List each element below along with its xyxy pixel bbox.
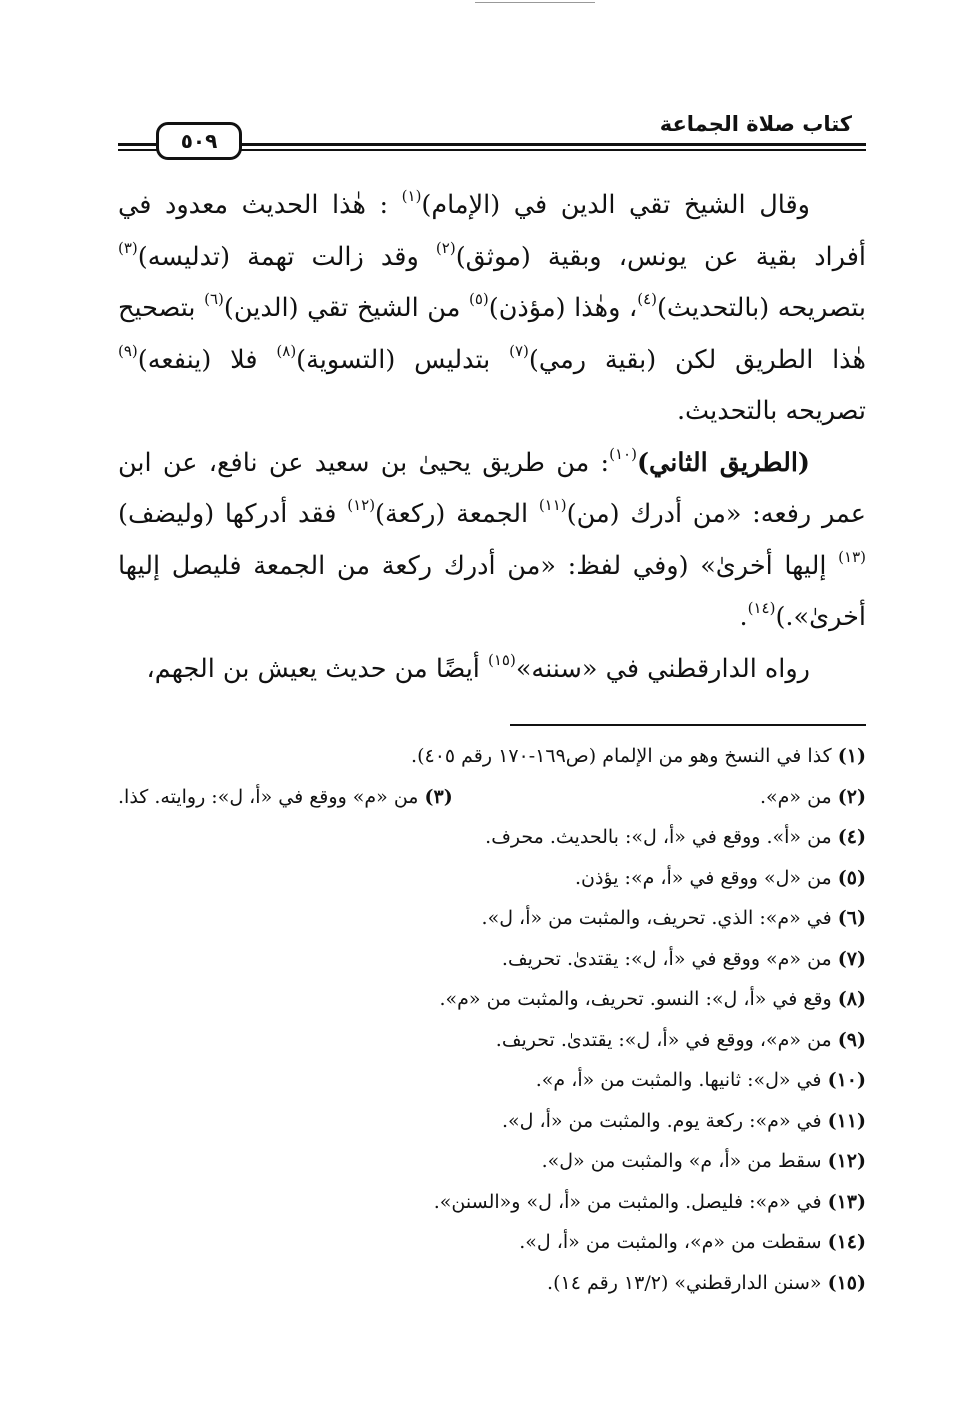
text-run: رواه الدارقطني في «سننه» <box>515 653 810 684</box>
footnote-ref: (٢) <box>435 238 456 257</box>
footnote-15 <box>118 1263 866 1304</box>
footnote-ref: (١٢) <box>347 496 376 514</box>
text-run: فلا (ينفعه) <box>137 344 277 375</box>
footnote-number: (٤) <box>837 826 866 848</box>
footnote-text: من «م». <box>760 785 832 808</box>
text-run: الجمعة (ركعة) <box>375 499 539 529</box>
text-run: وقال الشيخ تقي الدين في (الإمام) <box>421 190 810 220</box>
section-heading: (الطريق الثاني) <box>636 447 810 478</box>
footnote-number: (٩) <box>837 1028 866 1051</box>
footnote-4 <box>118 817 866 858</box>
footnote-ref: (٨) <box>276 341 297 360</box>
footnote-text: من «م»، ووقع في «أ، ل»: يقتدىٰ. تحريف. <box>495 1028 832 1051</box>
footnote-12 <box>118 1141 866 1182</box>
footnote-text: في «م»: فليصل. والمثبت من «أ، ل» و«السنن». <box>433 1190 822 1213</box>
footnote-ref: (٩) <box>118 341 138 360</box>
footnote-number: (٨) <box>837 988 866 1010</box>
footnote-ref: (١٥) <box>487 650 516 669</box>
footnote-text: في «م»: ركعة يوم. والمثبت من «أ، ل». <box>501 1109 822 1132</box>
footnote-14 <box>118 1222 866 1263</box>
footnote-ref: (١٣) <box>838 547 866 566</box>
footnote-text: سقطت من «م»، والمثبت من «أ، ل». <box>519 1231 822 1253</box>
footnote-text: وقع في «أ، ل»: النسو. تحريف، والمثبت من «م». <box>439 988 832 1010</box>
text-run: بتصريحه (بالتحديث) <box>656 293 866 323</box>
footnote-ref: (٧) <box>509 341 529 360</box>
text-run: ، وهٰذا (مؤذن) <box>488 293 638 323</box>
footnote-number: (١٤) <box>827 1231 866 1253</box>
footnote-text: من «م» ووقع في «أ، ل»: يقتدىٰ. تحريف. <box>501 947 832 970</box>
page-header <box>118 112 866 156</box>
footnote-number: (١) <box>837 745 866 767</box>
page-number: ٥٠٩ <box>156 122 242 160</box>
footnote-3 <box>118 777 453 818</box>
text-run: من الشيخ تقي (الدين) <box>223 293 469 323</box>
footnote-number: (١١) <box>827 1109 866 1132</box>
footnote-number: (١٥) <box>827 1271 866 1294</box>
footnote-text: من «م» ووقع في «أ، ل»: روايته. كذا. <box>118 785 419 808</box>
footnote-separator <box>510 724 866 726</box>
footnote-5 <box>118 858 866 899</box>
text-run: تصريحه بالتحديث. <box>676 396 866 426</box>
text-run: أيضًا من حديث يعيش بن الجهم، <box>146 653 488 684</box>
text-run: بتدليس (التسوية) <box>296 344 510 375</box>
footnotes <box>118 736 866 1303</box>
footnote-ref: (١) <box>401 187 422 205</box>
footnote-9 <box>118 1020 866 1061</box>
scan-edge-mark <box>475 2 595 5</box>
paragraph-3 <box>118 644 866 696</box>
footnote-number: (٢) <box>837 785 866 808</box>
paragraph-1 <box>118 180 866 438</box>
footnote-ref: (٣) <box>118 238 138 257</box>
footnote-number: (١٣) <box>827 1190 866 1213</box>
footnote-number: (٣) <box>424 785 453 808</box>
footnote-ref: (١٤) <box>747 599 776 617</box>
footnote-8 <box>118 979 866 1020</box>
footnote-number: (١٠) <box>827 1069 866 1091</box>
text-run: إليها أخرىٰ» (وفي لفظ: «من أدرك ركعة من الجمعة فليصل إليها أخرىٰ».) <box>118 550 866 632</box>
footnote-text: في «ل»: ثانيها. والمثبت من «أ، م». <box>535 1069 822 1091</box>
footnote-2 <box>760 777 866 818</box>
footnote-ref: (٦) <box>204 290 224 308</box>
footnote-ref: (١٠) <box>609 444 637 463</box>
footnote-7 <box>118 939 866 980</box>
running-title: كتاب صلاة الجماعة <box>659 112 852 136</box>
footnote-text: في «م»: الذي. تحريف، والمثبت من «أ، ل». <box>481 907 832 929</box>
footnote-1 <box>118 736 866 777</box>
text-run: وقد زالت تهمة (تدليسه) <box>137 241 436 272</box>
text-run: : من طريق يحيىٰ بن سعيد عن نافع، عن ابن عمر رفعه: «من أدرك (من) <box>118 447 866 529</box>
footnote-ref: (٤) <box>637 290 657 308</box>
footnote-text: كذا في النسخ وهو من الإلمام (ص١٦٩-١٧٠ رقم ٤٠٥). <box>411 745 832 767</box>
footnote-13 <box>118 1182 866 1223</box>
footnote-10 <box>118 1060 866 1101</box>
footnote-number: (٦) <box>837 907 866 929</box>
footnote-ref: (١١) <box>538 496 567 514</box>
footnote-6 <box>118 898 866 939</box>
text-run: . <box>739 602 748 632</box>
footnote-ref: (٥) <box>468 290 489 308</box>
paragraph-2 <box>118 438 866 644</box>
text-run: بتصحيح هٰذا الطريق لكن (بقية رمي) <box>118 293 867 375</box>
footnote-text: من «ل» ووقع في «أ، م»: يؤذن. <box>574 866 832 889</box>
footnote-11 <box>118 1101 866 1142</box>
text-run: فقد أدركها (وليضف) <box>118 499 348 529</box>
main-text <box>118 180 866 695</box>
footnote-text: «سنن الدارقطني» (١٣/٢ رقم ١٤). <box>547 1271 822 1294</box>
footnote-number: (٧) <box>837 947 866 970</box>
footnote-number: (٥) <box>837 866 866 889</box>
footnote-row-2-3 <box>118 777 866 818</box>
footnote-text: سقط من «أ، م» والمثبت من «ل». <box>541 1150 822 1172</box>
footnote-text: من «أ». ووقع في «أ، ل»: بالحديث. محرف. <box>485 826 832 848</box>
footnote-number: (١٢) <box>827 1150 866 1172</box>
text-run: : هٰذا الحديث معدود في أفراد بقية عن يونس، وبقية (موثق) <box>118 190 866 272</box>
